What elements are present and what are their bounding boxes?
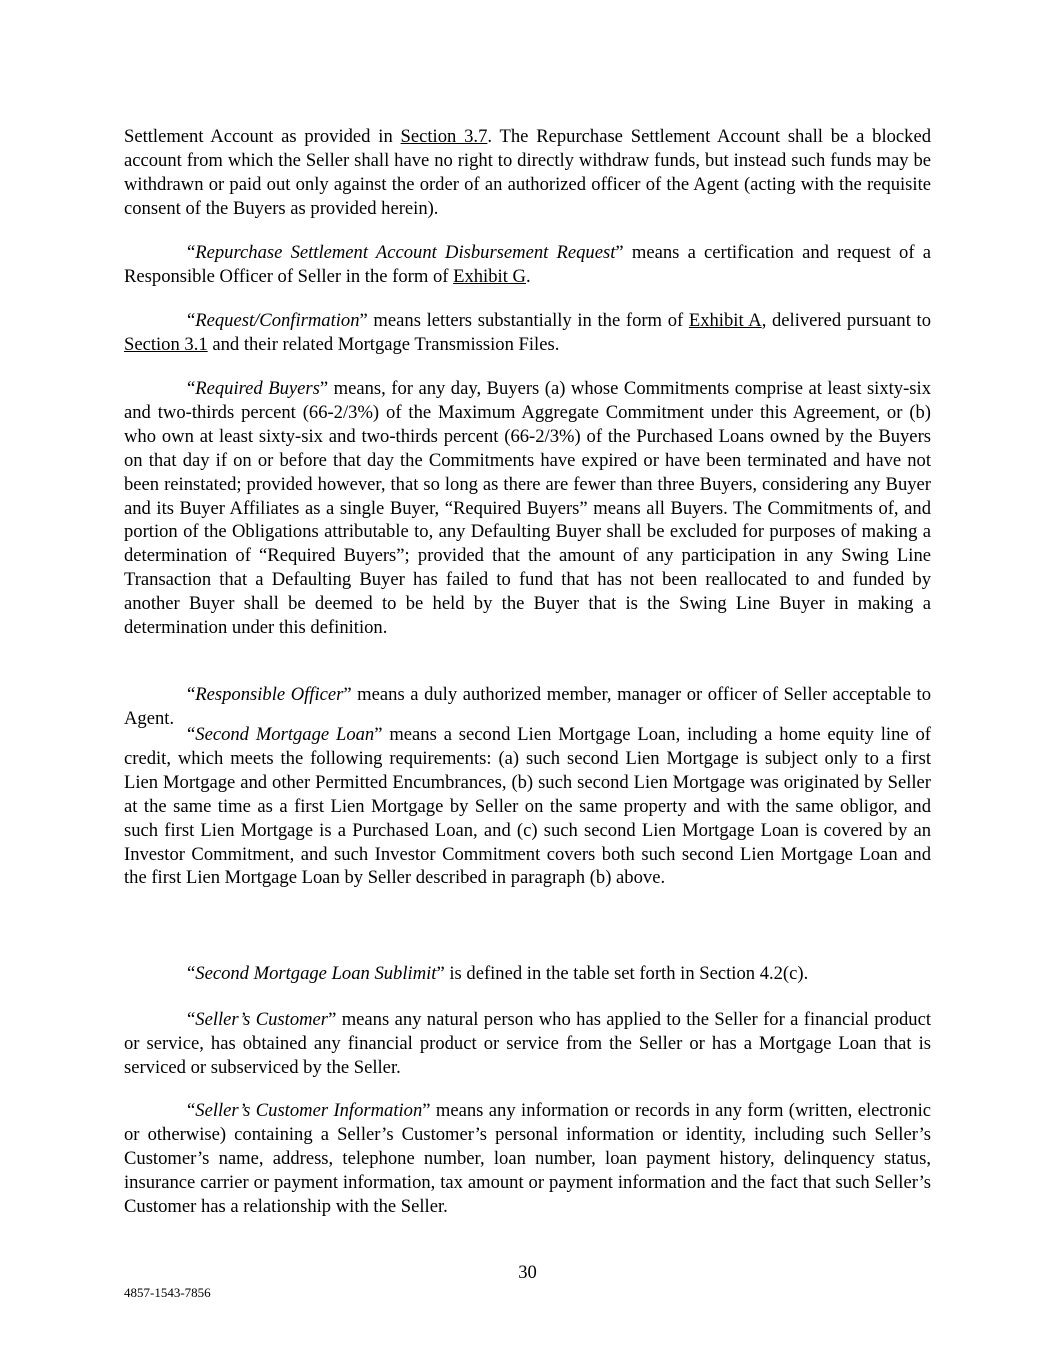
defined-term: Request/Confirmation [195, 310, 360, 331]
definition-second-mortgage-sublimit [124, 962, 931, 986]
defined-term: Responsible Officer [195, 684, 344, 705]
quote: “ [187, 724, 196, 745]
defined-term: Second Mortgage Loan [195, 724, 375, 745]
text: Settlement Account as provided in [124, 126, 401, 147]
quote: “ [187, 242, 196, 263]
quote: “ [187, 1009, 196, 1030]
exhibit-link: Exhibit A [688, 310, 762, 331]
text: ” means any information or records in any form (written, electronic or otherwise) containing a Seller’s Customer’s personal information or identity, including such Seller’s Customer’s name, address, telephone number, loan number, loan payment history, delinquency status, insurance carrier or payment information, tax amount or payment information and the fact that such Seller’s Customer has a relationship with the Seller. [124, 1100, 931, 1217]
text: , delivered pursuant to [761, 310, 932, 331]
defined-term: Required Buyers [195, 378, 320, 399]
defined-term: Seller’s Customer [195, 1009, 329, 1030]
text: and their related Mortgage Transmission Files. [207, 333, 560, 355]
section-link: Section 3.7 [400, 126, 488, 147]
text: . [525, 265, 531, 287]
defined-term: Second Mortgage Loan Sublimit [195, 963, 437, 984]
text: ” means any natural person who has applied to the Seller for a financial product or service, has obtained any financial product or service from the Seller or has a Mortgage Loan that is serviced or subserviced by the Seller. [124, 1009, 932, 1078]
definition-second-mortgage-loan [124, 723, 931, 890]
defined-term: Repurchase Settlement Account Disbursement Request [195, 242, 616, 263]
document-id: 4857-1543-7856 [124, 1285, 211, 1300]
definition-sellers-customer-information [124, 1099, 931, 1219]
definition-disbursement-request [124, 241, 931, 289]
quote: “ [187, 378, 196, 399]
text: ” means, for any day, Buyers (a) whose Commitments comprise at least sixty-six and two-thirds percent (66-2/3%) of the Maximum Aggregate Commitment under this Agreement, or (b) who own at least sixty-six and two-thirds percent (66-2/3%) of the Purchased Loans owned by the Buyers on that day if on or before that day the Commitments have expired or have been terminated and have not been reinstated; provided however, that so long as there are fewer than three Buyers, considering any Buyer and its Buyer Affiliates as a single Buyer, “Required Buyers” means all Buyers. The Commitments of, and portion of the Obligations attributable to, any Defaulting Buyer shall be excluded for purposes of making a determination of “Required Buyers”; provided that the amount of any participation in any Swing Line Transaction that a Defaulting Buyer has failed to fund that has not been reallocated to and funded by another Buyer shall be deemed to be held by the Buyer that is the Swing Line Buyer in making a determination under this definition. [124, 378, 931, 639]
definition-sellers-customer [124, 1008, 931, 1080]
text: . The Repurchase Settlement Account shall be a blocked account from which the Seller shall have no right to directly withdraw funds, but instead such funds may be withdrawn or paid out only against the order of an authorized officer of the Agent (acting with the requisite consent of the Buyers as provided herein). [124, 126, 932, 219]
section-link: Section 3.1 [124, 333, 208, 355]
text: ” is defined in the table set forth in Section 4.2(c). [436, 963, 809, 984]
quote: “ [187, 684, 196, 705]
paragraph-settlement-account [124, 125, 931, 221]
defined-term: Seller’s Customer Information [195, 1100, 423, 1121]
text: ” means a duly authorized member, manager or officer of Seller acceptable to Agent. [124, 684, 931, 729]
quote: “ [187, 310, 196, 331]
page-number: 30 [518, 1262, 537, 1283]
exhibit-link: Exhibit G [453, 265, 526, 287]
text: ” means a certification and request of a Responsible Officer of Seller in the form of [124, 242, 931, 287]
text: ” means letters substantially in the form of [359, 310, 689, 331]
text: ” means a second Lien Mortgage Loan, including a home equity line of credit, which meets the following requirements: (a) such second Lien Mortgage is subject only to a first Lien Mortgage and other Permitted Encumbrances, (b) such second Lien Mortgage was originated by Seller at the same time as a first Lien Mortgage by Seller on the same property and with the same obligor, and such first Lien Mortgage is a Purchased Loan, and (c) such second Lien Mortgage Loan is covered by an Investor Commitment, and such Investor Commitment covers both such second Lien Mortgage Loan and the first Lien Mortgage Loan by Seller described in paragraph (b) above. [124, 724, 931, 889]
definition-required-buyers [124, 377, 931, 640]
quote: “ [187, 963, 196, 984]
definition-request-confirmation [124, 309, 931, 357]
quote: “ [187, 1100, 196, 1121]
